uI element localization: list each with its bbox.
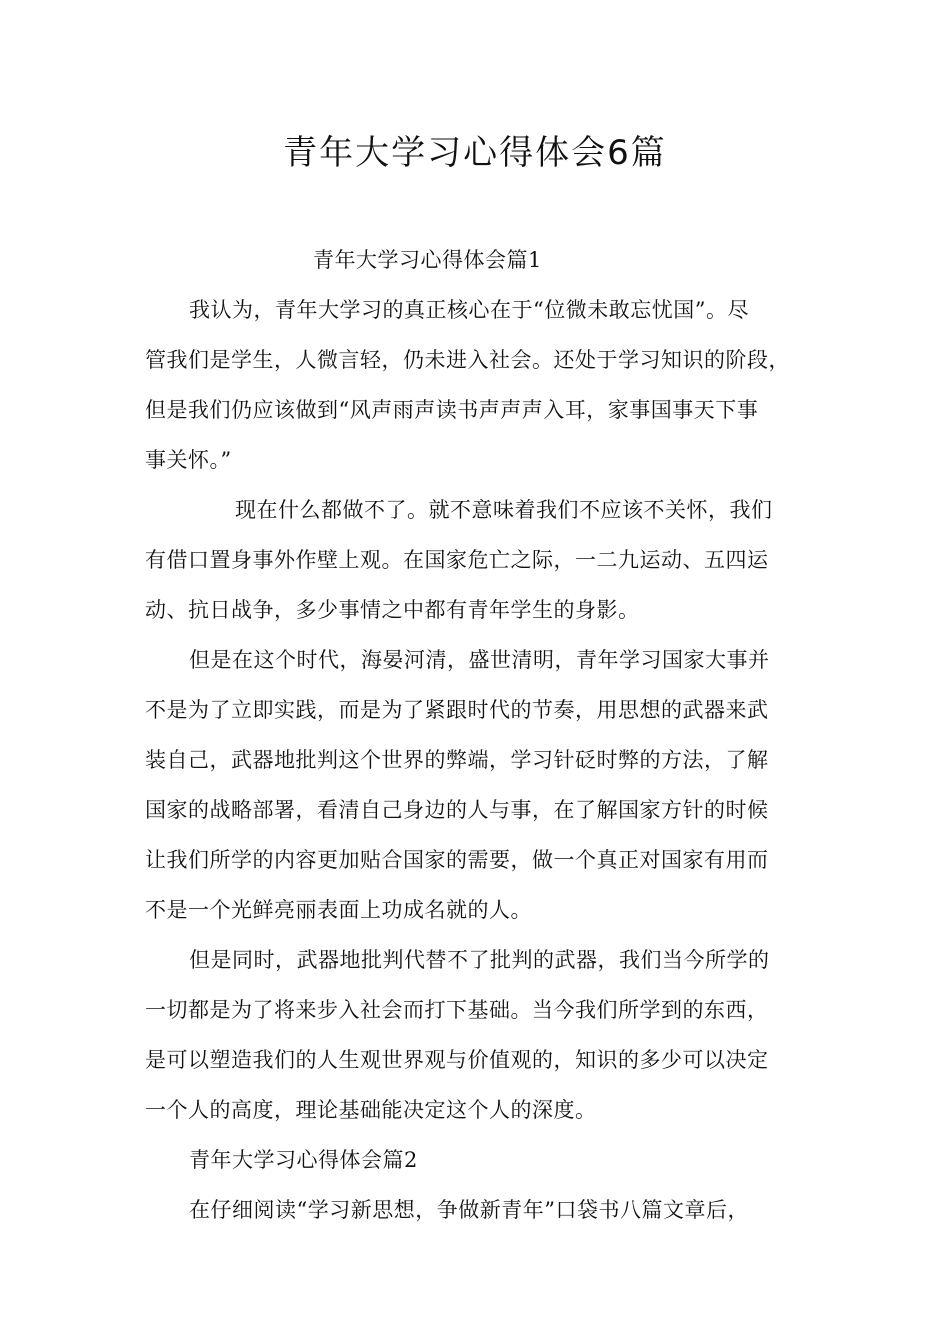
text-line: 但是在这个时代，海晏河清，盛世清明，青年学习国家大事并	[189, 648, 770, 672]
text-line: 现在什么都做不了。就不意味着我们不应该不关怀，我们	[235, 498, 773, 522]
text-line: 国家的战略部署，看清自己身边的人与事，在了解国家方针的时候	[145, 798, 769, 822]
text-line: 管我们是学生，人微言轻，仍未进入社会。还处于学习知识的阶段，	[145, 348, 790, 372]
text-line: 不是一个光鲜亮丽表面上功成名就的人。	[145, 898, 532, 922]
text-line: 但是同时，武器地批判代替不了批判的武器，我们当今所学的	[189, 948, 770, 972]
text-line: 我认为，青年大学习的真正核心在于“位微未敢忘忧国”。尽	[189, 298, 749, 322]
document-body	[145, 235, 810, 1235]
text-line: 在仔细阅读“学习新思想，争做新青年”口袋书八篇文章后，	[189, 1198, 749, 1222]
document-title: 青年大学习心得体会6篇	[283, 133, 667, 173]
text-line: 但是我们仍应该做到“风声雨声读书声声声入耳，家事国事天下事	[145, 398, 759, 422]
text-line: 让我们所学的内容更加贴合国家的需要，做一个真正对国家有用而	[145, 848, 769, 872]
text-line: 事关怀。”	[145, 448, 232, 472]
text-line: 一切都是为了将来步入社会而打下基础。当今我们所学到的东西，	[145, 998, 769, 1022]
text-line: 动、抗日战争，多少事情之中都有青年学生的身影。	[145, 598, 640, 622]
text-line: 是可以塑造我们的人生观世界观与价值观的，知识的多少可以决定	[145, 1048, 769, 1072]
text-line: 一个人的高度，理论基础能决定这个人的深度。	[145, 1098, 597, 1122]
text-line: 青年大学习心得体会篇1	[313, 248, 542, 272]
text-line: 青年大学习心得体会篇2	[189, 1148, 418, 1172]
text-line: 不是为了立即实践，而是为了紧跟时代的节奏，用思想的武器来武	[145, 698, 769, 722]
text-line: 装自己，武器地批判这个世界的弊端，学习针砭时弊的方法，了解	[145, 748, 769, 772]
text-line: 有借口置身事外作壁上观。在国家危亡之际，一二九运动、五四运	[145, 548, 769, 572]
